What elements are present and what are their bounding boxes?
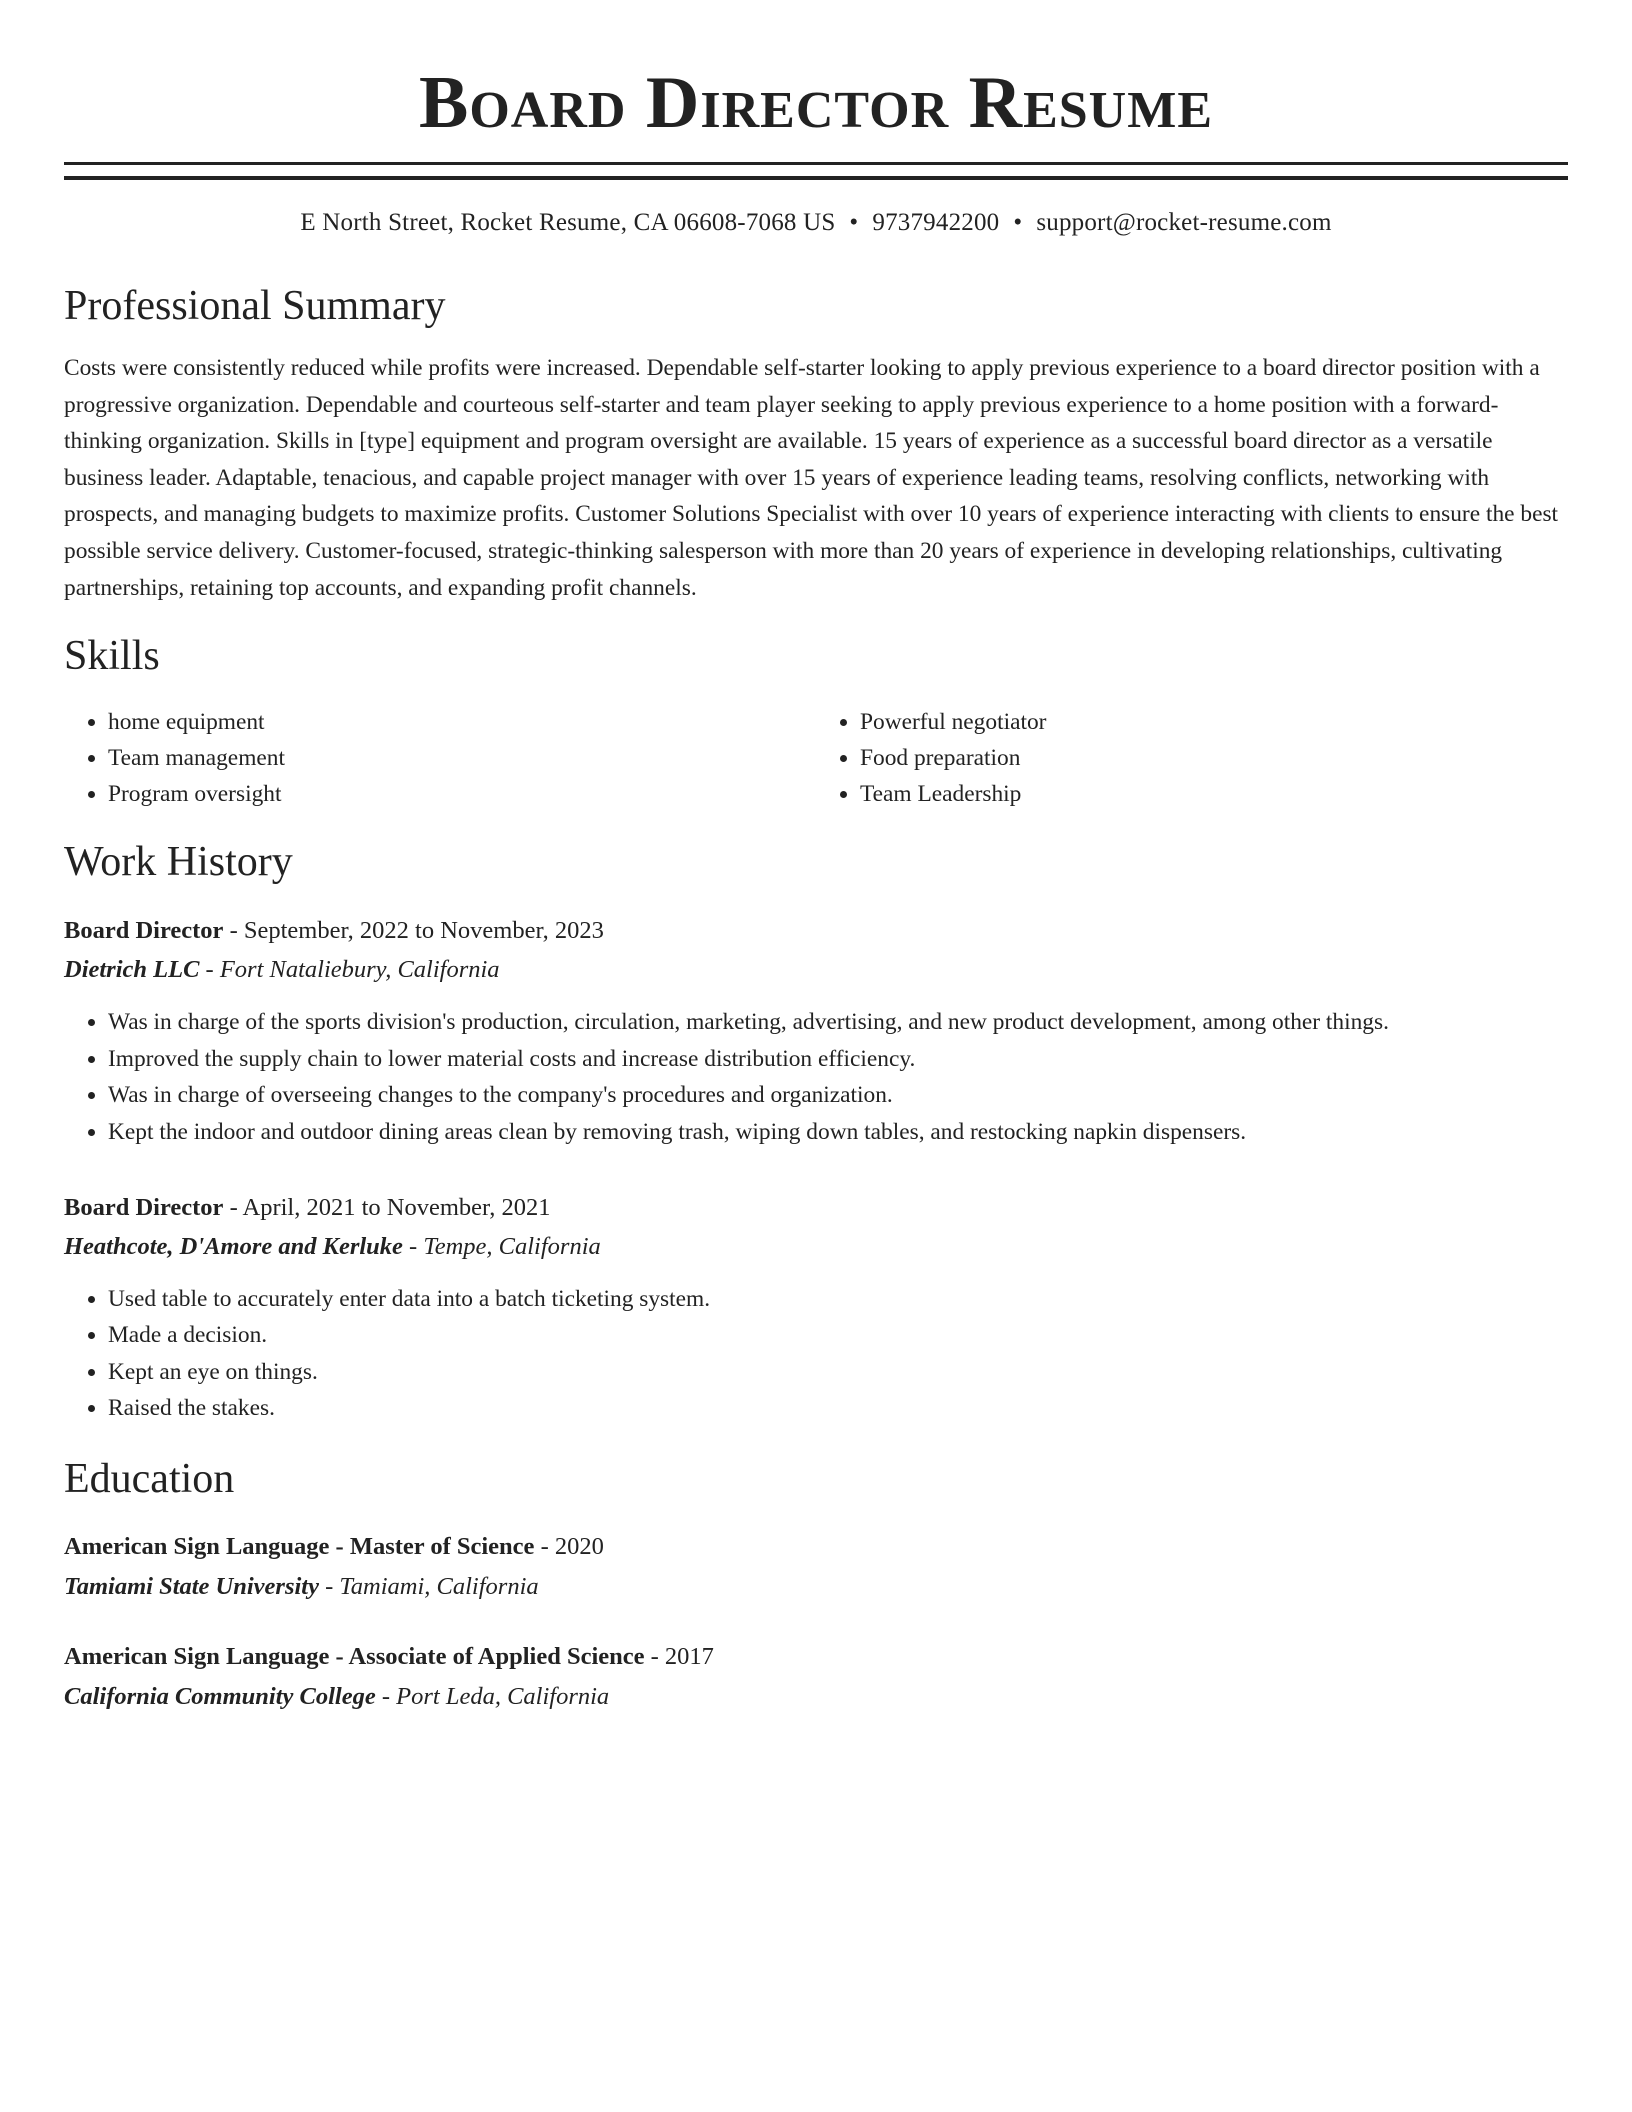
edu-location: - Port Leda, California — [375, 1682, 610, 1710]
edu-degree-line — [64, 1527, 1568, 1567]
job-location: - Tempe, California — [402, 1232, 601, 1260]
job-bullet: • Raised the stakes. — [108, 1390, 1568, 1427]
job-dates: - September, 2022 to November, 2023 — [223, 917, 604, 945]
job-title-line — [64, 912, 1568, 950]
work-history-heading: Work History — [64, 839, 293, 886]
summary-text: Costs were consistently reduced while profits were increased. Dependable self-starter looking to apply previous experience to a board director position with a progressive organization. Dependable and courteous self-starter and team player seeking to apply previous experience to a home position with a forward-thinking organization. Skills in [type] equipment and program oversight are available. 15 years of experience as a successful board director as a versatile business leader. Adaptable, tenacious, and capable project manager with over 15 years of experience leading teams, resolving conflicts, networking with prospects, and managing budgets to maximize profits. Customer Solutions Specialist with over 10 years of experience interacting with clients to ensure the best possible service delivery. Customer-focused, strategic-thinking salesperson with more than 20 years of experience in developing relationships, cultivating partnerships, retaining top accounts, and expanding profit channels. — [64, 355, 1559, 601]
job-company-line — [64, 1227, 1568, 1267]
edu-degree-line — [64, 1637, 1568, 1677]
skills-columns — [64, 704, 1568, 812]
skill-item: • Team Leadership — [860, 776, 1568, 812]
contact-phone: 9737942200 — [872, 209, 1000, 236]
education-entry — [64, 1637, 1568, 1717]
contact-line — [64, 206, 1568, 240]
skill-item: • Team management — [108, 740, 816, 776]
edu-school-line — [64, 1677, 1568, 1717]
skills-list-right — [816, 704, 1568, 812]
job-bullet: • Used table to accurately enter data into a batch ticketing system. — [108, 1281, 1568, 1318]
job-entry — [64, 1189, 1568, 1427]
resume-title: Board Director Resume — [418, 62, 1214, 144]
skill-item: • Program oversight — [108, 776, 816, 812]
skill-item: • home equipment — [108, 704, 816, 740]
job-bullets — [64, 1281, 1568, 1427]
edu-year: - 2020 — [534, 1532, 604, 1560]
edu-degree: American Sign Language - Master of Science — [64, 1532, 535, 1560]
education-entry — [64, 1527, 1568, 1607]
edu-location: - Tamiami, California — [319, 1572, 539, 1600]
job-bullet: • Made a decision. — [108, 1317, 1568, 1354]
job-bullet: • Kept an eye on things. — [108, 1354, 1568, 1391]
job-company-line — [64, 950, 1568, 990]
job-location: - Fort Nataliebury, California — [199, 956, 500, 984]
contact-email: support@rocket-resume.com — [1036, 209, 1332, 236]
job-bullets — [64, 1004, 1568, 1150]
skills-heading: Skills — [64, 633, 160, 680]
title-divider — [64, 162, 1568, 180]
job-bullet: • Was in charge of overseeing changes to the company's procedures and organization. — [108, 1077, 1568, 1114]
edu-school: Tamiami State University — [64, 1572, 319, 1600]
job-dates: - April, 2021 to November, 2021 — [223, 1193, 551, 1221]
contact-address: E North Street, Rocket Resume, CA 06608-7068 US — [300, 209, 836, 236]
job-company: Dietrich LLC — [64, 956, 200, 984]
edu-school: California Community College — [64, 1682, 376, 1710]
job-company: Heathcote, D'Amore and Kerluke — [64, 1232, 403, 1260]
contact-separator: • — [849, 209, 859, 236]
job-role: Board Director — [64, 1193, 224, 1221]
edu-year: - 2017 — [644, 1642, 714, 1670]
edu-degree: American Sign Language - Associate of Applied Science — [64, 1642, 645, 1670]
skill-item: • Food preparation — [860, 740, 1568, 776]
job-title-line — [64, 1189, 1568, 1227]
job-bullet: • Improved the supply chain to lower material costs and increase distribution efficiency. — [108, 1041, 1568, 1078]
summary-heading: Professional Summary — [64, 283, 446, 329]
contact-separator: • — [1013, 209, 1023, 236]
edu-school-line — [64, 1567, 1568, 1607]
education-heading: Education — [64, 1455, 235, 1502]
job-bullet: • Was in charge of the sports division's production, circulation, marketing, advertising, and new product development, among other things. — [108, 1004, 1568, 1041]
skills-list-left — [64, 704, 816, 812]
job-entry — [64, 912, 1568, 1150]
job-bullet: • Kept the indoor and outdoor dining areas clean by removing trash, wiping down tables, and restocking napkin dispensers. — [108, 1114, 1568, 1151]
skill-item: • Powerful negotiator — [860, 704, 1568, 740]
job-role: Board Director — [64, 917, 224, 945]
